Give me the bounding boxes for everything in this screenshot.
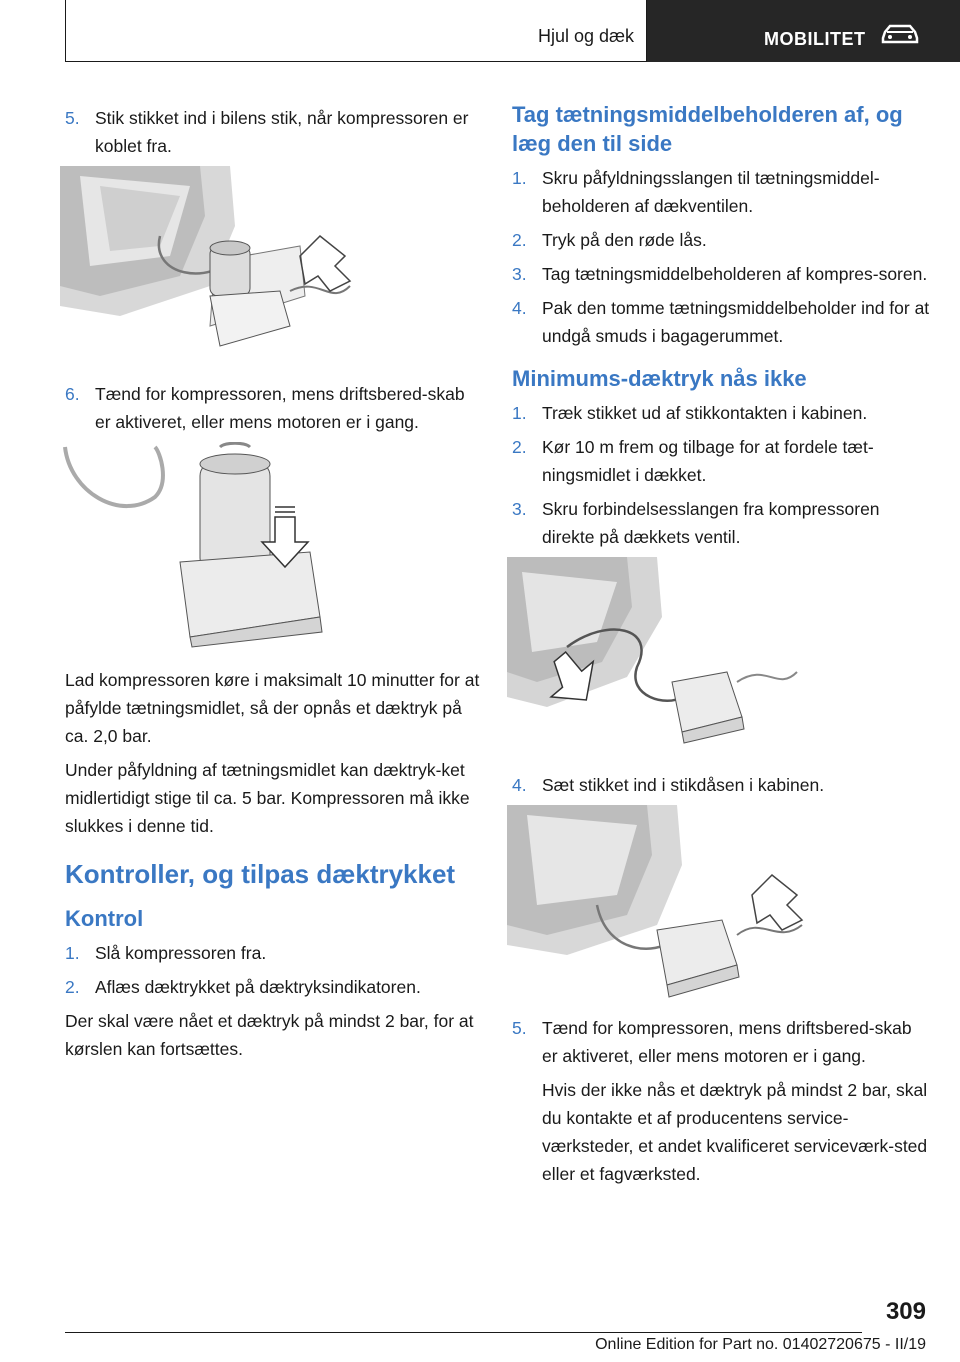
step-number: 1. bbox=[512, 168, 527, 188]
step-text: Pak den tomme tætningsmiddelbeholder ind for at undgå smuds i bagagerummet. bbox=[542, 298, 930, 346]
step-number: 2. bbox=[65, 977, 80, 997]
step-number: 4. bbox=[512, 298, 527, 318]
remove-step bbox=[512, 164, 932, 220]
step-number: 1. bbox=[512, 403, 527, 423]
step-text: Aflæs dæktrykket på dæktryksindikatoren. bbox=[95, 977, 421, 997]
page-header bbox=[65, 0, 960, 64]
step-number: 5. bbox=[512, 1018, 527, 1038]
step-text: Skru påfyldningsslangen til tætningsmiddel‐beholderen af dækventilen. bbox=[542, 168, 880, 216]
step-text: Sæt stikket ind i stikdåsen i kabinen. bbox=[542, 775, 825, 795]
step-text: Tænd for kompressoren, mens driftsbered‐skab er aktiveret, eller mens motoren er i gang. bbox=[95, 384, 465, 432]
kontrol-step bbox=[65, 973, 485, 1001]
step-number: 6. bbox=[65, 384, 80, 404]
paragraph-pressure-rise: Under påfyldning af tætningsmidlet kan dæktryk‐ket midlertidigt stige til ca. 5 bar. Kompressoren må ikke slukkes i denne tid. bbox=[65, 760, 470, 836]
step-text: Tænd for kompressoren, mens driftsbered‐skab er aktiveret, eller mens motoren er i gang. bbox=[542, 1018, 912, 1066]
figure-compressor-switch bbox=[60, 442, 360, 652]
kontrol-step bbox=[65, 939, 485, 967]
step-5-insert-plug bbox=[65, 104, 485, 160]
chapter-title: MOBILITET bbox=[764, 29, 866, 49]
step-text: Skru forbindelsesslangen fra kompressoren direkte på dækkets ventil. bbox=[542, 499, 880, 547]
step-number: 2. bbox=[512, 230, 527, 250]
page-number: 309 bbox=[885, 1298, 926, 1325]
step-number: 2. bbox=[512, 437, 527, 457]
step-number: 1. bbox=[65, 943, 80, 963]
step-text: Tryk på den røde lås. bbox=[542, 230, 707, 250]
step-text-group bbox=[542, 1014, 932, 1194]
remove-step bbox=[512, 226, 932, 254]
step-text: Kør 10 m frem og tilbage for at fordele tæt‐ningsmidlet i dækket. bbox=[542, 437, 874, 485]
figure-plug-socket bbox=[507, 805, 807, 1000]
chapter-tab bbox=[647, 0, 960, 62]
heading-min-pressure-not-reached: Minimums-dæktryk nås ikke bbox=[512, 366, 807, 391]
heading-remove-sealant-container: Tag tætningsmiddelbeholderen af, og læg den til side bbox=[512, 102, 903, 156]
step-number: 4. bbox=[512, 775, 527, 795]
min-pressure-step bbox=[512, 399, 932, 427]
min-pressure-step bbox=[512, 433, 932, 489]
step-number: 3. bbox=[512, 264, 527, 284]
step-text: Stik stikket ind i bilens stik, når kompressoren er koblet fra. bbox=[95, 108, 469, 156]
step-5-start-compressor bbox=[512, 1014, 932, 1194]
figure-plug-compressor bbox=[60, 166, 360, 366]
paragraph-run-time: Lad kompressoren køre i maksimalt 10 minutter for at påfylde tætningsmidlet, så der opnås et dæktryk på ca. 2,0 bar. bbox=[65, 670, 480, 746]
left-column bbox=[65, 104, 485, 1069]
min-pressure-step bbox=[512, 495, 932, 551]
step-number: 5. bbox=[65, 108, 80, 128]
section-title: Hjul og dæk bbox=[537, 26, 634, 46]
step-number: 3. bbox=[512, 499, 527, 519]
step-6-start-compressor bbox=[65, 380, 485, 436]
step-text: Træk stikket ud af stikkontakten i kabinen. bbox=[542, 403, 868, 423]
figure-hose-to-valve bbox=[507, 557, 807, 757]
right-column bbox=[512, 100, 932, 1200]
remove-step bbox=[512, 260, 932, 288]
footer-divider bbox=[65, 1332, 862, 1333]
step-note: Hvis der ikke nås et dæktryk på mindst 2 bar, skal du kontakte et af producentens service‐værksteder, et andet kvalificeret serviceværk‐sted eller et fagværksted. bbox=[542, 1080, 928, 1184]
step-text: Tag tætningsmiddelbeholderen af kompres‐soren. bbox=[542, 264, 928, 284]
car-icon bbox=[880, 23, 920, 50]
heading-check-adjust-pressure: Kontroller, og tilpas dæktrykket bbox=[65, 859, 456, 889]
edition-footer: Online Edition for Part no. 01402720675 - II/19 bbox=[595, 1336, 926, 1353]
paragraph-min-pressure: Der skal være nået et dæktryk på mindst 2 bar, for at kørslen kan fortsættes. bbox=[65, 1011, 474, 1059]
section-title-box bbox=[65, 0, 647, 62]
heading-check: Kontrol bbox=[65, 906, 144, 931]
step-4-plug-in bbox=[512, 771, 932, 799]
step-text: Slå kompressoren fra. bbox=[95, 943, 267, 963]
remove-step bbox=[512, 294, 932, 350]
